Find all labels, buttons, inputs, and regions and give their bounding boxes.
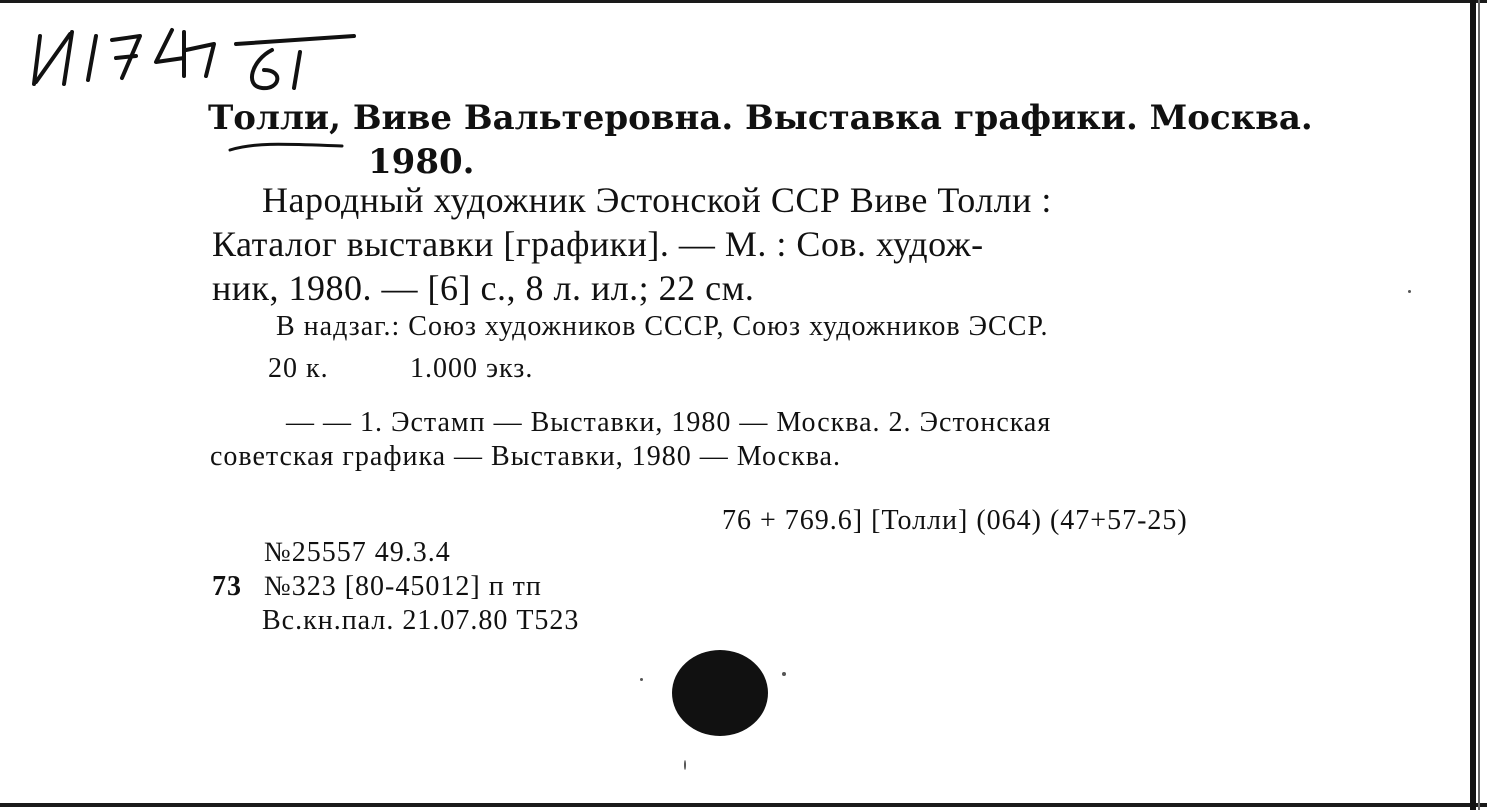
handwritten-call-number bbox=[0, 0, 400, 110]
punch-hole bbox=[672, 650, 768, 736]
speck bbox=[684, 760, 686, 770]
speck bbox=[782, 672, 786, 676]
speck bbox=[640, 678, 643, 681]
print-run: 1.000 экз. bbox=[410, 353, 534, 384]
title-line-2: Каталог выставки [графики]. — М. : Сов. худож- bbox=[212, 224, 984, 264]
record-line-3: Вс.кн.пал. 21.07.80 Т523 bbox=[262, 605, 580, 636]
heading-line-2: 1980. bbox=[368, 142, 475, 182]
title-line-3: ник, 1980. — [6] с., 8 л. ил.; 22 см. bbox=[212, 268, 755, 308]
subjects-line-1: — — 1. Эстамп — Выставки, 1980 — Москва. 2. Эстонская bbox=[286, 407, 1052, 438]
record-prefix: 73 bbox=[212, 571, 242, 602]
card-bottom-edge bbox=[0, 803, 1487, 807]
record-line-2: №323 [80-45012] п тп bbox=[264, 571, 542, 602]
heading-line-1: Толли, Виве Вальтеровна. Выставка графики. Москва. bbox=[208, 98, 1313, 138]
note-line: В надзаг.: Союз художников СССР, Союз художников ЭССР. bbox=[276, 311, 1049, 342]
speck bbox=[1408, 290, 1411, 293]
handwritten-underline bbox=[226, 140, 346, 154]
card-right-edge bbox=[1470, 0, 1476, 810]
card-right-edge-shadow bbox=[1478, 0, 1480, 810]
price: 20 к. bbox=[268, 353, 329, 384]
record-line-1: №25557 49.3.4 bbox=[264, 537, 451, 568]
entry-heading bbox=[208, 96, 1388, 182]
title-line-1: Народный художник Эстонской ССР Виве Толли : bbox=[262, 180, 1052, 220]
classification-index: 76 + 769.6] [Толли] (064) (47+57-25) bbox=[722, 505, 1188, 536]
subjects-line-2: советская графика — Выставки, 1980 — Москва. bbox=[210, 441, 841, 472]
